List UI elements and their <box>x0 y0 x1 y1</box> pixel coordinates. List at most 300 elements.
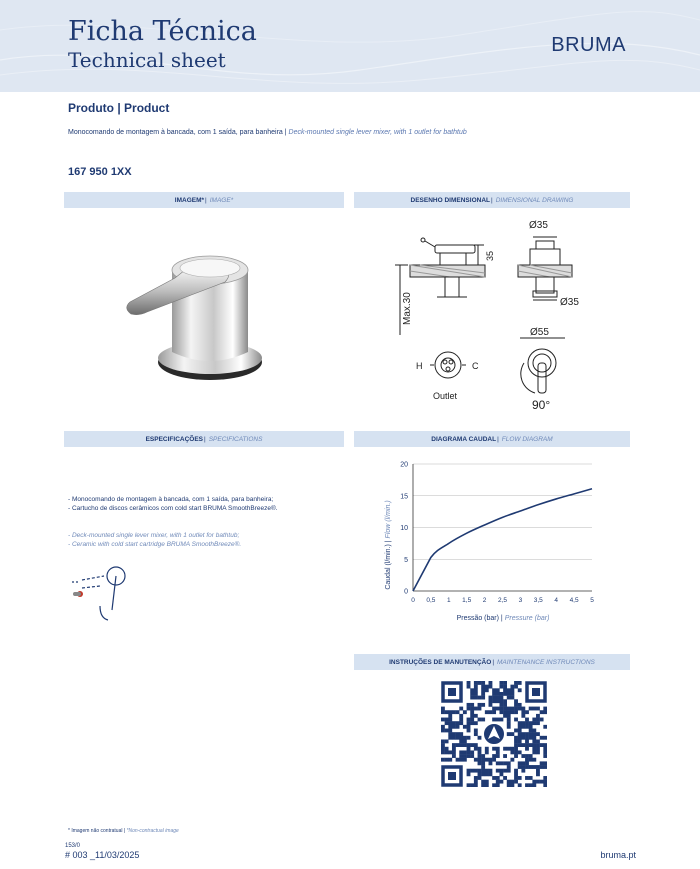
qr-module <box>514 729 518 733</box>
qr-module <box>470 710 474 714</box>
qr-module <box>514 750 518 754</box>
qr-module <box>525 743 529 747</box>
qr-module <box>459 743 463 747</box>
qr-module <box>470 721 474 725</box>
qr-module <box>525 776 529 780</box>
qr-module <box>510 783 514 787</box>
qr-module <box>529 743 533 747</box>
qr-module <box>470 743 474 747</box>
qr-module <box>507 718 511 722</box>
qr-module <box>481 696 485 700</box>
qr-module <box>485 780 489 784</box>
qr-module <box>481 758 485 762</box>
qr-module <box>474 696 478 700</box>
x-tick-label: 1 <box>446 597 451 604</box>
x-tick-label: 5 <box>590 597 594 604</box>
qr-module <box>510 692 514 696</box>
chart-ylabel-pt: Caudal (l/min.) <box>385 544 392 590</box>
section-specs-pt: ESPECIFICAÇÕES <box>145 435 204 443</box>
qr-module <box>525 783 529 787</box>
qr-module <box>503 703 507 707</box>
qr-module <box>459 718 463 722</box>
qr-module <box>507 725 511 729</box>
qr-module <box>525 747 529 751</box>
qr-module <box>514 780 518 784</box>
dim-d35-side: Ø35 <box>560 297 579 308</box>
qr-module <box>529 776 533 780</box>
qr-module <box>474 681 478 685</box>
qr-module <box>507 769 511 773</box>
qr-module <box>489 761 493 765</box>
chart-xlabel-en: Pressure (bar) <box>504 615 550 622</box>
y-tick-label: 10 <box>400 525 408 532</box>
qr-module <box>518 681 522 685</box>
qr-module <box>459 714 463 718</box>
qr-module <box>521 761 525 765</box>
qr-module <box>525 758 529 762</box>
qr-module <box>525 739 529 743</box>
qr-module <box>525 732 529 736</box>
qr-module <box>521 707 525 711</box>
y-tick-label: 5 <box>404 556 408 564</box>
chart-y-axis-label: Caudal (l/min.) | Flow (l/min.) <box>385 500 392 590</box>
qr-module <box>463 736 467 740</box>
qr-module <box>514 772 518 776</box>
qr-module <box>514 736 518 740</box>
spec-en-line: - Ceramic with cold start cartridge BRUMA SmoothBreeze®. <box>68 541 242 548</box>
qr-module <box>470 718 474 722</box>
qr-module <box>459 739 463 743</box>
qr-module <box>470 750 474 754</box>
qr-module <box>540 743 544 747</box>
qr-module <box>503 747 507 751</box>
qr-module <box>489 769 493 773</box>
qr-module <box>481 685 485 689</box>
qr-module <box>489 681 493 685</box>
qr-module <box>543 725 547 729</box>
qr-module <box>529 783 533 787</box>
qr-module <box>441 710 445 714</box>
qr-module <box>532 750 536 754</box>
qr-module <box>463 750 467 754</box>
qr-module <box>543 710 547 714</box>
qr-module <box>478 703 482 707</box>
qr-module <box>452 754 456 758</box>
qr-module <box>459 707 463 711</box>
qr-module <box>496 776 500 780</box>
maintenance-qr-code[interactable] <box>441 681 547 787</box>
dimensional-drawing <box>390 215 610 415</box>
footnote-en: *Non-contractual image <box>126 828 179 834</box>
qr-module <box>499 780 503 784</box>
qr-module <box>481 772 485 776</box>
qr-module <box>478 681 482 685</box>
product-description-en: Deck-mounted single lever mixer, with 1 outlet for bathtub <box>288 129 467 136</box>
qr-module <box>499 761 503 765</box>
qr-module <box>529 732 533 736</box>
qr-module <box>474 743 478 747</box>
section-image-en: IMAGE* <box>209 196 234 204</box>
chart-grid <box>413 464 592 559</box>
qr-module <box>518 783 522 787</box>
qr-module <box>518 736 522 740</box>
qr-module <box>481 761 485 765</box>
qr-module <box>478 696 482 700</box>
flow-series-line <box>413 489 592 591</box>
qr-module <box>478 718 482 722</box>
qr-module <box>532 729 536 733</box>
qr-module <box>492 718 496 722</box>
qr-module <box>492 696 496 700</box>
qr-module <box>510 747 514 751</box>
qr-module <box>507 692 511 696</box>
qr-module <box>441 707 445 711</box>
qr-module <box>481 765 485 769</box>
qr-module <box>514 707 518 711</box>
qr-module <box>525 725 529 729</box>
qr-module <box>441 718 445 722</box>
qr-module <box>532 732 536 736</box>
qr-module <box>448 714 452 718</box>
qr-module <box>452 721 456 725</box>
qr-module <box>463 710 467 714</box>
x-tick-label: 4,5 <box>569 597 579 604</box>
qr-module <box>496 761 500 765</box>
qr-module <box>492 710 496 714</box>
qr-module <box>507 721 511 725</box>
qr-module <box>485 783 489 787</box>
qr-module <box>448 725 452 729</box>
qr-module <box>521 714 525 718</box>
qr-module <box>441 725 445 729</box>
section-image-pt: IMAGEM* <box>174 196 205 204</box>
qr-module <box>507 732 511 736</box>
section-drawing-pt: DESENHO DIMENSIONAL <box>410 196 490 204</box>
qr-module <box>448 758 452 762</box>
qr-module <box>507 710 511 714</box>
qr-module <box>496 699 500 703</box>
qr-module <box>507 765 511 769</box>
qr-module <box>467 747 471 751</box>
qr-module <box>499 772 503 776</box>
section-specs-bar: ESPECIFICAÇÕES | SPECIFICATIONS <box>64 431 344 447</box>
qr-module <box>503 776 507 780</box>
qr-module <box>452 750 456 754</box>
section-maintenance-bar: INSTRUÇÕES DE MANUTENÇÃO | MAINTENANCE INSTRUCTIONS <box>354 654 630 670</box>
qr-module <box>536 714 540 718</box>
qr-module <box>448 729 452 733</box>
qr-module <box>492 776 496 780</box>
qr-module <box>485 769 489 773</box>
qr-module <box>467 729 471 733</box>
qr-module <box>510 685 514 689</box>
section-flow-bar: DIAGRAMA CAUDAL | FLOW DIAGRAM <box>354 431 630 447</box>
qr-module <box>470 769 474 773</box>
qr-module <box>478 758 482 762</box>
qr-module <box>536 739 540 743</box>
section-specs-en: SPECIFICATIONS <box>208 435 263 443</box>
section-drawing-en: DIMENSIONAL DRAWING <box>495 196 574 204</box>
qr-module <box>474 732 478 736</box>
qr-module <box>496 688 500 692</box>
qr-module <box>474 769 478 773</box>
qr-module <box>543 780 547 784</box>
qr-module <box>518 721 522 725</box>
qr-module <box>496 769 500 773</box>
qr-module <box>489 685 493 689</box>
qr-module <box>478 736 482 740</box>
qr-module <box>456 721 460 725</box>
y-tick-label: 20 <box>400 461 408 469</box>
qr-module <box>467 721 471 725</box>
dim-outlet-label: Outlet <box>433 391 458 401</box>
qr-module <box>474 688 478 692</box>
qr-module <box>536 769 540 773</box>
qr-module <box>445 758 449 762</box>
qr-module <box>467 685 471 689</box>
qr-module <box>481 681 485 685</box>
qr-module <box>485 685 489 689</box>
qr-module <box>540 736 544 740</box>
x-tick-label: 2 <box>482 597 487 604</box>
qr-module <box>452 710 456 714</box>
qr-module <box>496 783 500 787</box>
qr-module <box>467 725 471 729</box>
header-banner <box>0 0 700 92</box>
qr-module <box>474 729 478 733</box>
qr-module <box>503 681 507 685</box>
qr-module <box>445 721 449 725</box>
qr-module <box>532 736 536 740</box>
qr-module <box>499 703 503 707</box>
qr-module <box>499 681 503 685</box>
specifications-en <box>68 531 241 549</box>
x-tick-label: 0,5 <box>426 597 436 604</box>
qr-module <box>496 780 500 784</box>
qr-module <box>529 736 533 740</box>
y-tick-label: 0 <box>404 588 408 596</box>
qr-module <box>514 776 518 780</box>
qr-module <box>499 699 503 703</box>
qr-module <box>478 761 482 765</box>
qr-module <box>503 754 507 758</box>
qr-module <box>518 732 522 736</box>
qr-module <box>536 732 540 736</box>
qr-module <box>499 710 503 714</box>
document-reference: # 003 _11/03/2025 <box>65 850 140 860</box>
qr-module <box>507 761 511 765</box>
qr-module <box>441 739 445 743</box>
qr-module <box>540 718 544 722</box>
qr-module <box>474 776 478 780</box>
qr-module <box>467 718 471 722</box>
product-description-pt: Monocomando de montagem à bancada, com 1 saída, para banheira | <box>68 129 287 136</box>
qr-module <box>540 761 544 765</box>
qr-module <box>518 739 522 743</box>
x-tick-label: 3,5 <box>533 597 543 604</box>
qr-module <box>507 696 511 700</box>
qr-module <box>536 765 540 769</box>
qr-module <box>529 729 533 733</box>
qr-module <box>540 780 544 784</box>
qr-module <box>532 743 536 747</box>
qr-module <box>492 692 496 696</box>
qr-module <box>459 758 463 762</box>
qr-module <box>529 725 533 729</box>
qr-module <box>467 707 471 711</box>
dim-max30: Max.30 <box>402 292 413 325</box>
qr-module <box>485 747 489 751</box>
x-tick-label: 2,5 <box>497 597 508 604</box>
qr-module <box>492 783 496 787</box>
qr-module <box>499 718 503 722</box>
qr-module <box>481 718 485 722</box>
qr-module <box>470 692 474 696</box>
qr-module <box>492 707 496 711</box>
spec-pt-line: - Cartucho de discos cerâmicos com cold start BRUMA SmoothBreeze®. <box>68 505 278 512</box>
qr-module <box>503 710 507 714</box>
qr-module <box>507 780 511 784</box>
qr-module <box>456 743 460 747</box>
spec-en-line: - Deck-mounted single lever mixer, with 1 outlet for bathtub; <box>68 532 240 539</box>
qr-module <box>529 707 533 711</box>
qr-module <box>532 747 536 751</box>
qr-module <box>518 688 522 692</box>
section-drawing-bar: DESENHO DIMENSIONAL | DIMENSIONAL DRAWING <box>354 192 630 208</box>
qr-module <box>543 765 547 769</box>
qr-module <box>532 783 536 787</box>
qr-module <box>514 703 518 707</box>
qr-module <box>448 736 452 740</box>
x-tick-label: 1,5 <box>462 597 472 604</box>
qr-module <box>514 699 518 703</box>
qr-module <box>496 692 500 696</box>
qr-module <box>514 739 518 743</box>
qr-module <box>441 747 445 751</box>
qr-module <box>481 783 485 787</box>
qr-module <box>536 780 540 784</box>
qr-module <box>503 714 507 718</box>
qr-module <box>463 725 467 729</box>
qr-module <box>525 721 529 725</box>
qr-module <box>532 721 536 725</box>
qr-module <box>452 747 456 751</box>
qr-module <box>518 743 522 747</box>
qr-module <box>525 710 529 714</box>
section-image-bar: IMAGEM* | IMAGE* <box>64 192 344 208</box>
qr-module <box>518 707 522 711</box>
qr-module <box>474 721 478 725</box>
qr-module <box>441 743 445 747</box>
qr-module <box>521 710 525 714</box>
specifications-pt <box>68 495 278 513</box>
qr-module <box>496 747 500 751</box>
qr-module <box>445 750 449 754</box>
section-flow-en: FLOW DIAGRAM <box>501 435 553 443</box>
qr-module <box>489 758 493 762</box>
qr-module <box>474 758 478 762</box>
qr-module <box>467 769 471 773</box>
qr-module <box>459 736 463 740</box>
qr-module <box>521 736 525 740</box>
qr-module <box>485 758 489 762</box>
qr-module <box>510 780 514 784</box>
qr-module <box>532 707 536 711</box>
qr-module <box>481 703 485 707</box>
qr-module <box>543 754 547 758</box>
chart-x-axis-label: Pressão (bar) | Pressure (bar) <box>456 615 550 622</box>
qr-module <box>470 707 474 711</box>
qr-module <box>445 729 449 733</box>
qr-module <box>481 769 485 773</box>
qr-module <box>525 718 529 722</box>
qr-module <box>463 754 467 758</box>
qr-module <box>499 685 503 689</box>
qr-module <box>518 776 522 780</box>
chart-x-ticks <box>411 597 594 604</box>
qr-module <box>489 699 493 703</box>
qr-module <box>474 783 478 787</box>
qr-module <box>456 736 460 740</box>
qr-module <box>540 710 544 714</box>
qr-module <box>478 747 482 751</box>
qr-module <box>445 747 449 751</box>
qr-module <box>525 754 529 758</box>
qr-module <box>441 750 445 754</box>
qr-module <box>510 710 514 714</box>
qr-module <box>448 721 452 725</box>
qr-module <box>459 732 463 736</box>
qr-module <box>474 692 478 696</box>
qr-module <box>521 721 525 725</box>
qr-module <box>518 729 522 733</box>
flow-chart <box>380 455 610 630</box>
qr-module <box>503 769 507 773</box>
qr-module <box>448 750 452 754</box>
qr-module <box>525 736 529 740</box>
qr-module <box>510 732 514 736</box>
qr-module <box>485 772 489 776</box>
qr-module <box>518 750 522 754</box>
product-heading: Produto | Product <box>68 101 170 115</box>
qr-module <box>540 765 544 769</box>
dim-c-label: C <box>472 361 479 371</box>
qr-module <box>452 736 456 740</box>
y-tick-label: 15 <box>400 493 408 501</box>
qr-module <box>452 732 456 736</box>
qr-module <box>441 729 445 733</box>
qr-module <box>536 747 540 751</box>
qr-module <box>543 783 547 787</box>
qr-module <box>543 743 547 747</box>
qr-module <box>496 696 500 700</box>
website-link[interactable]: bruma.pt <box>600 850 636 860</box>
qr-module <box>514 747 518 751</box>
x-tick-label: 4 <box>554 597 559 604</box>
qr-module <box>536 772 540 776</box>
lever-operation-icon <box>70 562 140 624</box>
qr-module <box>492 758 496 762</box>
qr-module <box>492 747 496 751</box>
qr-module <box>529 754 533 758</box>
qr-module <box>470 714 474 718</box>
qr-module <box>456 710 460 714</box>
qr-module <box>518 725 522 729</box>
footnote <box>68 828 179 834</box>
qr-module <box>445 718 449 722</box>
qr-module <box>536 718 540 722</box>
dim-h-label: H <box>416 361 423 371</box>
